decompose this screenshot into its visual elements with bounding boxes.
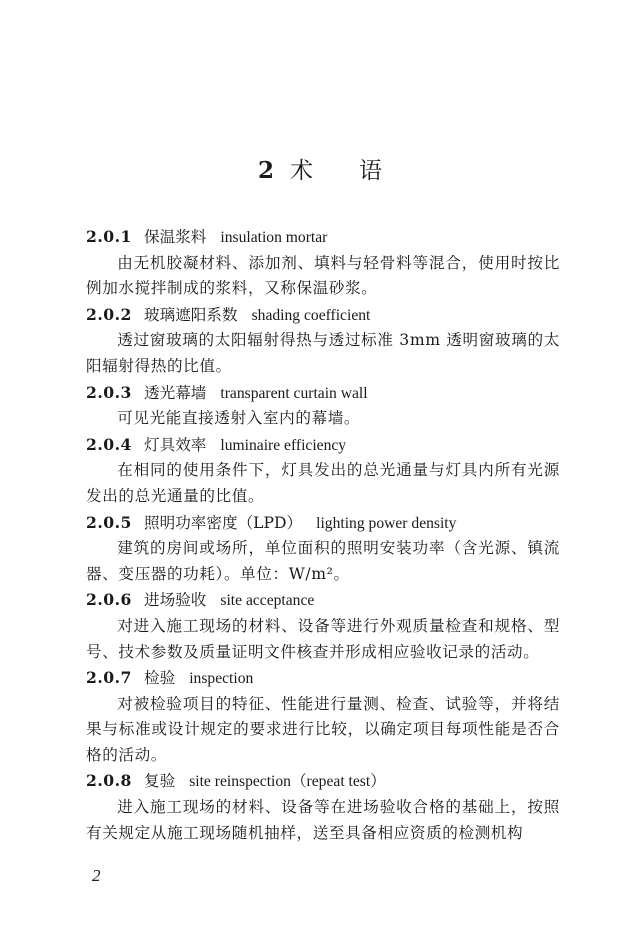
term-definition: 对进入施工现场的材料、设备等进行外观质量检查和规格、型号、技术参数及质量证明文件核查并形成相应验收记录的活动。: [86, 616, 560, 661]
term-chinese: 检验: [144, 669, 176, 688]
term-chinese: 透光幕墙: [144, 383, 207, 402]
term-chinese: 玻璃遮阳系数: [144, 305, 238, 324]
term-heading: [86, 432, 560, 459]
term-number: 2.0.4: [86, 434, 132, 454]
term-heading: [86, 768, 560, 795]
term-definition: 透过窗玻璃的太阳辐射得热与透过标准 3mm 透明窗玻璃的太阳辐射得热的比值。: [86, 331, 560, 375]
term-heading: [86, 510, 560, 537]
terms-list: [86, 224, 560, 846]
term-chinese: 保温浆料: [144, 228, 207, 246]
page-number: 2: [92, 866, 101, 885]
term-item: [86, 587, 560, 665]
term-heading: [86, 380, 560, 407]
chapter-title: [0, 156, 640, 186]
term-item: [86, 380, 560, 432]
term-item: [86, 665, 560, 768]
term-number: 2.0.2: [86, 304, 132, 324]
term-english: luminaire efficiency: [220, 436, 347, 454]
term-number: 2.0.7: [86, 668, 132, 688]
term-item: [86, 510, 560, 588]
term-chinese: 进场验收: [144, 591, 207, 610]
term-item: [86, 302, 560, 380]
term-english: shading coefficient: [251, 306, 371, 324]
term-english: transparent curtain wall: [220, 384, 368, 402]
term-definition: 由无机胶凝材料、添加剂、填料与轻骨料等混合，使用时按比例加水搅拌制成的浆料，又称保温砂浆。: [86, 253, 560, 298]
term-chinese: 复验: [144, 772, 176, 791]
term-english: insulation mortar: [220, 229, 328, 246]
term-number: 2.0.6: [86, 590, 132, 610]
term-number: 2.0.1: [86, 227, 132, 246]
term-definition: 可见光能直接透射入室内的幕墙。: [117, 409, 361, 428]
term-number: 2.0.3: [86, 382, 132, 402]
term-english: inspection: [189, 670, 254, 688]
chapter-name: 术语: [290, 158, 428, 184]
term-chinese: 照明功率密度（LPD）: [144, 513, 303, 532]
term-number: 2.0.5: [86, 512, 132, 532]
term-english: site reinspection（repeat test）: [189, 773, 386, 791]
term-definition: 建筑的房间或场所，单位面积的照明安装功率（含光源、镇流器、变压器的功耗）。单位：W/m²。: [86, 539, 560, 583]
term-definition: 对被检验项目的特征、性能进行量测、检查、试验等，并将结果与标准或设计规定的要求进行比较，以确定项目每项性能是否合格的活动。: [86, 694, 560, 764]
term-chinese: 灯具效率: [144, 435, 207, 454]
term-heading: [86, 224, 560, 251]
term-number: 2.0.8: [86, 771, 132, 791]
term-heading: [86, 302, 560, 329]
term-heading: [86, 587, 560, 614]
term-english: site acceptance: [220, 592, 315, 610]
term-heading: [86, 665, 560, 692]
term-definition: 进入施工现场的材料、设备等在进场验收合格的基础上，按照有关规定从施工现场随机抽样，送至具备相应资质的检测机构: [86, 798, 560, 842]
term-item: [86, 224, 560, 302]
term-definition: 在相同的使用条件下，灯具发出的总光通量与灯具内所有光源发出的总光通量的比值。: [86, 461, 560, 505]
term-item: [86, 432, 560, 510]
chapter-number: 2: [257, 157, 274, 184]
term-item: [86, 768, 560, 846]
term-english: lighting power density: [316, 514, 457, 532]
